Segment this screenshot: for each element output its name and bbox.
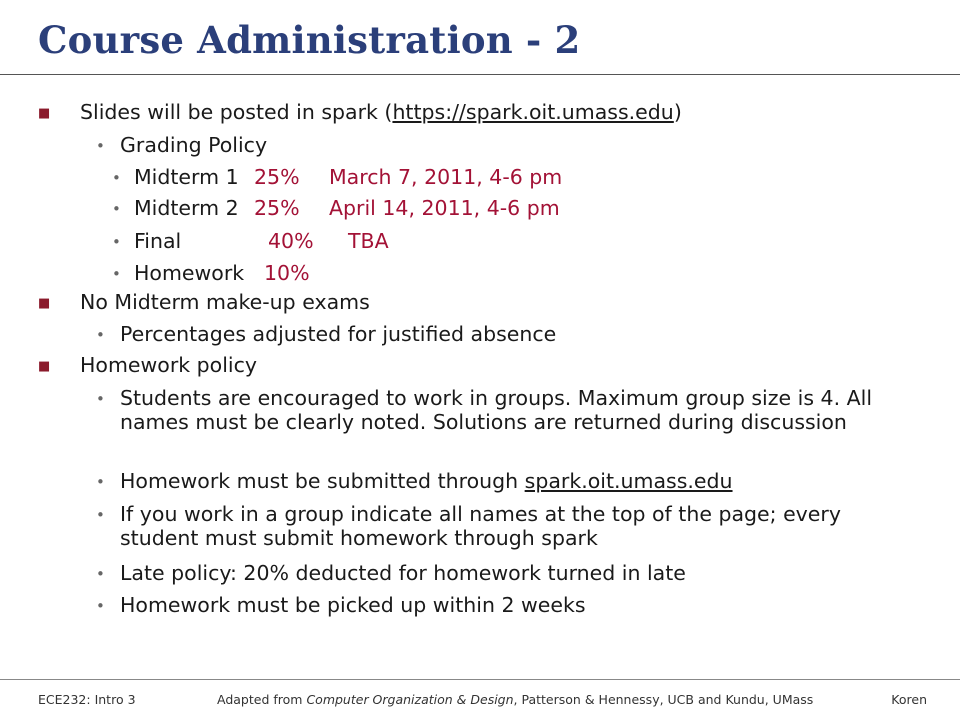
footer-book-title: Computer Organization & Design	[306, 692, 514, 707]
slides-text: Slides will be posted in spark (	[80, 100, 393, 124]
grade-label: Midterm 1	[134, 165, 239, 189]
grade-date: April 14, 2011, 4-6 pm	[329, 196, 560, 220]
footer-left: ECE232: Intro 3	[38, 692, 136, 707]
slides-suffix: )	[673, 100, 682, 124]
dot-bullet-icon: •	[112, 265, 121, 283]
grade-percent: 25%	[254, 196, 300, 220]
dot-bullet-icon: •	[112, 169, 121, 187]
grade-date: TBA	[348, 229, 389, 253]
grade-row-final	[134, 229, 389, 254]
footer-right: Koren	[891, 692, 927, 707]
dot-bullet-icon: •	[112, 233, 121, 251]
square-bullet-icon: ■	[38, 359, 51, 374]
grade-percent: 10%	[264, 261, 310, 285]
dot-bullet-icon: •	[112, 200, 121, 218]
grade-row-midterm1	[134, 165, 563, 190]
spark-link[interactable]: https://spark.oit.umass.edu	[392, 100, 674, 124]
footer-center	[217, 692, 813, 707]
grade-label: Homework	[134, 261, 245, 285]
footer-center-suffix: , Patterson & Hennessy, UCB and Kundu, UMass	[513, 692, 814, 707]
bullet-grading-policy: Grading Policy	[120, 133, 268, 157]
grade-label: Final	[134, 229, 182, 253]
dot-bullet-icon: •	[96, 390, 105, 408]
bullet-late-policy: Late policy: 20% deducted for homework turned in late	[120, 561, 686, 585]
bullet-percentages: Percentages adjusted for justified absence	[120, 322, 557, 346]
bullet-submitted	[120, 469, 733, 494]
spark-submit-link[interactable]: spark.oit.umass.edu	[524, 469, 733, 493]
submitted-text: Homework must be submitted through	[120, 469, 525, 493]
bullet-homework-policy: Homework policy	[80, 353, 258, 377]
grade-label: Midterm 2	[134, 196, 239, 220]
grade-date: March 7, 2011, 4-6 pm	[329, 165, 563, 189]
footer-divider	[0, 679, 960, 680]
square-bullet-icon: ■	[38, 296, 51, 311]
dot-bullet-icon: •	[96, 137, 105, 155]
bullet-group-names: If you work in a group indicate all names at the top of the page; every student must submit homework through spark	[120, 502, 841, 550]
square-bullet-icon: ■	[38, 106, 51, 121]
grade-row-midterm2	[134, 196, 560, 221]
dot-bullet-icon: •	[96, 326, 105, 344]
bullet-groups: Students are encouraged to work in groups. Maximum group size is 4. All names must be clearly noted. Solutions are returned during discussion	[120, 386, 873, 434]
bullet-slides	[80, 100, 682, 125]
dot-bullet-icon: •	[96, 565, 105, 583]
bullet-picked-up: Homework must be picked up within 2 weeks	[120, 593, 586, 617]
grade-percent: 40%	[268, 229, 314, 253]
title-divider	[0, 74, 960, 75]
dot-bullet-icon: •	[96, 597, 105, 615]
bullet-no-makeup: No Midterm make-up exams	[80, 290, 370, 314]
grade-percent: 25%	[254, 165, 300, 189]
grade-row-homework	[134, 261, 310, 286]
dot-bullet-icon: •	[96, 473, 105, 491]
footer-center-prefix: Adapted from	[217, 692, 307, 707]
dot-bullet-icon: •	[96, 506, 105, 524]
slide-title: Course Administration - 2	[38, 18, 581, 62]
